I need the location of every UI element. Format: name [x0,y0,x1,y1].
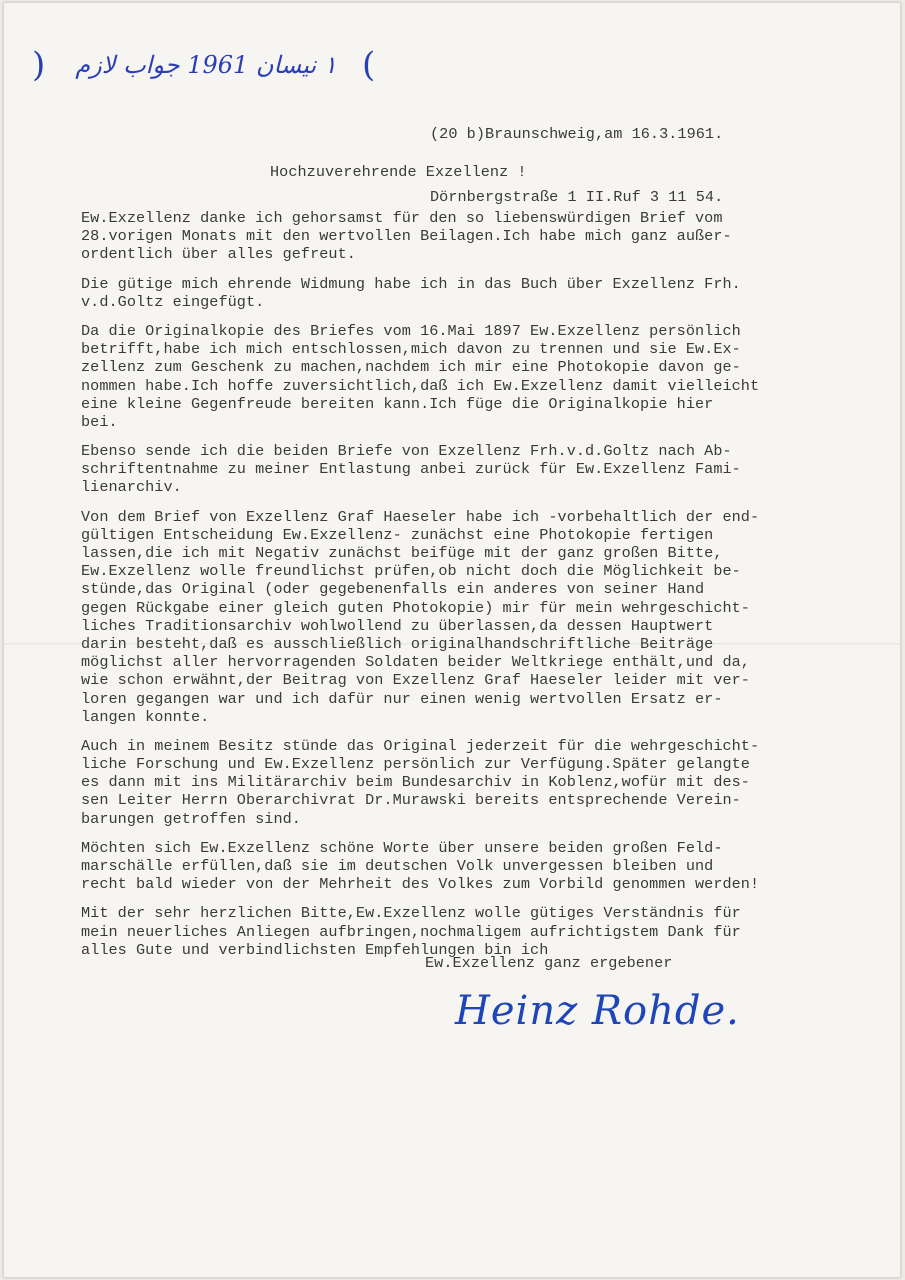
text-line: wie schon erwähnt,der Beitrag von Exzellenz Graf Haeseler leider mit ver- [81,671,750,690]
text-line: zellenz zum Geschenk zu machen,nachdem ich mir eine Photokopie davon ge- [81,358,741,377]
text-line: liche Forschung und Ew.Exzellenz persönlich zur Verfügung.Später gelangte [81,755,750,774]
paragraph [81,737,896,828]
text-line: schriftentnahme zu meiner Entlastung anbei zurück für Ew.Exzellenz Fami- [81,460,741,479]
paragraph [81,275,896,311]
text-line: gegen Rückgabe einer gleich guten Photokopie) mir für mein wehrgeschicht- [81,598,750,617]
text-line: nommen habe.Ich hoffe zuversichtlich,daß ich Ew.Exzellenz damit vielleicht [81,376,760,395]
text-line: bei. [81,412,118,431]
text-line: Ew.Exzellenz danke ich gehorsamst für den so liebenswürdigen Brief vom [81,209,723,227]
address-line-1: (20 b)Braunschweig,am 16.3.1961. [430,125,724,143]
text-line: mein neuerliches Anliegen aufbringen,nochmaligem aufrichtigstem Dank für [81,922,741,941]
address-line-2: Dörnbergstraße 1 II.Ruf 3 11 54. [430,188,724,206]
paragraph [81,442,896,497]
text-line: barungen getroffen sind. [81,809,301,828]
text-line: Mit der sehr herzlichen Bitte,Ew.Exzellenz wolle gütiges Verständnis für [81,904,741,923]
note-text: ١ نيسان 1961 جواب لازم [75,51,337,79]
paragraph [81,209,896,264]
paragraph [81,839,896,894]
text-line: es dann mit ins Militärarchiv beim Bundesarchiv in Koblenz,wofür mit des- [81,773,750,792]
text-line: liches Traditionsarchiv wohlwollend zu überlassen,da dessen Hauptwert [81,616,714,635]
closing-line: Ew.Exzellenz ganz ergebener [425,954,673,972]
text-line: recht bald wieder von der Mehrheit des Volkes zum Vorbild genommen werden! [81,875,760,894]
text-line: darin besteht,daß es ausschließlich originalhandschriftliche Beiträge [81,634,714,653]
salutation: Hochzuverehrende Exzellenz ! [270,163,527,181]
text-line: betrifft,habe ich mich entschlossen,mich davon zu trennen und sie Ew.Ex- [81,340,741,359]
letter-body [81,209,896,970]
text-line: v.d.Goltz eingefügt. [81,292,265,311]
text-line: marschälle erfüllen,daß sie im deutschen Volk unvergessen bleiben und [81,857,714,875]
text-line: lassen,die ich mit Negativ zunächst beifüge mit der ganz großen Bitte, [81,544,723,562]
text-line: Die gütige mich ehrende Widmung habe ich in das Buch über Exzellenz Frh. [81,274,741,293]
text-line: loren gegangen war und ich dafür nur einen wenig wertvollen Ersatz er- [81,689,723,708]
note-paren-open: ( [32,45,46,85]
text-line: sen Leiter Herrn Oberarchivrat Dr.Murawski bereits entsprechende Verein- [81,791,741,810]
text-line: Da die Originalkopie des Briefes vom 16.Mai 1897 Ew.Exzellenz persönlich [81,321,741,340]
text-line: 28.vorigen Monats mit den wertvollen Beilagen.Ich habe mich ganz außer- [81,227,732,246]
signature: Heinz Rohde. [455,988,740,1034]
handwritten-arabic-note [32,41,377,101]
text-line: langen konnte. [81,707,210,726]
text-line: lienarchiv. [81,478,182,497]
note-paren-close: ) [362,45,376,85]
paragraph [81,322,896,431]
paragraph [81,904,896,959]
text-line: Ebenso sende ich die beiden Briefe von Exzellenz Frh.v.d.Goltz nach Ab- [81,442,732,461]
text-line: gültigen Entscheidung Ew.Exzellenz- zunächst eine Photokopie fertigen [81,525,714,544]
text-line: Möchten sich Ew.Exzellenz schöne Worte über unsere beiden großen Feld- [81,838,723,857]
text-line: Ew.Exzellenz wolle freundlichst prüfen,ob nicht doch die Möglichkeit be- [81,562,741,581]
text-line: eine kleine Gegenfreude bereiten kann.Ich füge die Originalkopie hier [81,394,714,413]
text-line: ordentlich über alles gefreut. [81,245,356,264]
text-line: alles Gute und verbindlichsten Empfehlungen bin ich [81,940,549,959]
text-line: Auch in meinem Besitz stünde das Original jederzeit für die wehrgeschicht- [81,736,760,755]
text-line: stünde,das Original (oder gegebenenfalls ein anderes von seiner Hand [81,580,705,599]
letter-sheet [3,2,901,1278]
text-line: Von dem Brief von Exzellenz Graf Haeseler habe ich -vorbehaltlich der end- [81,507,760,526]
text-line: möglichst aller hervorragenden Soldaten beider Weltkriege enthält,und da, [81,653,750,672]
paragraph [81,508,896,726]
